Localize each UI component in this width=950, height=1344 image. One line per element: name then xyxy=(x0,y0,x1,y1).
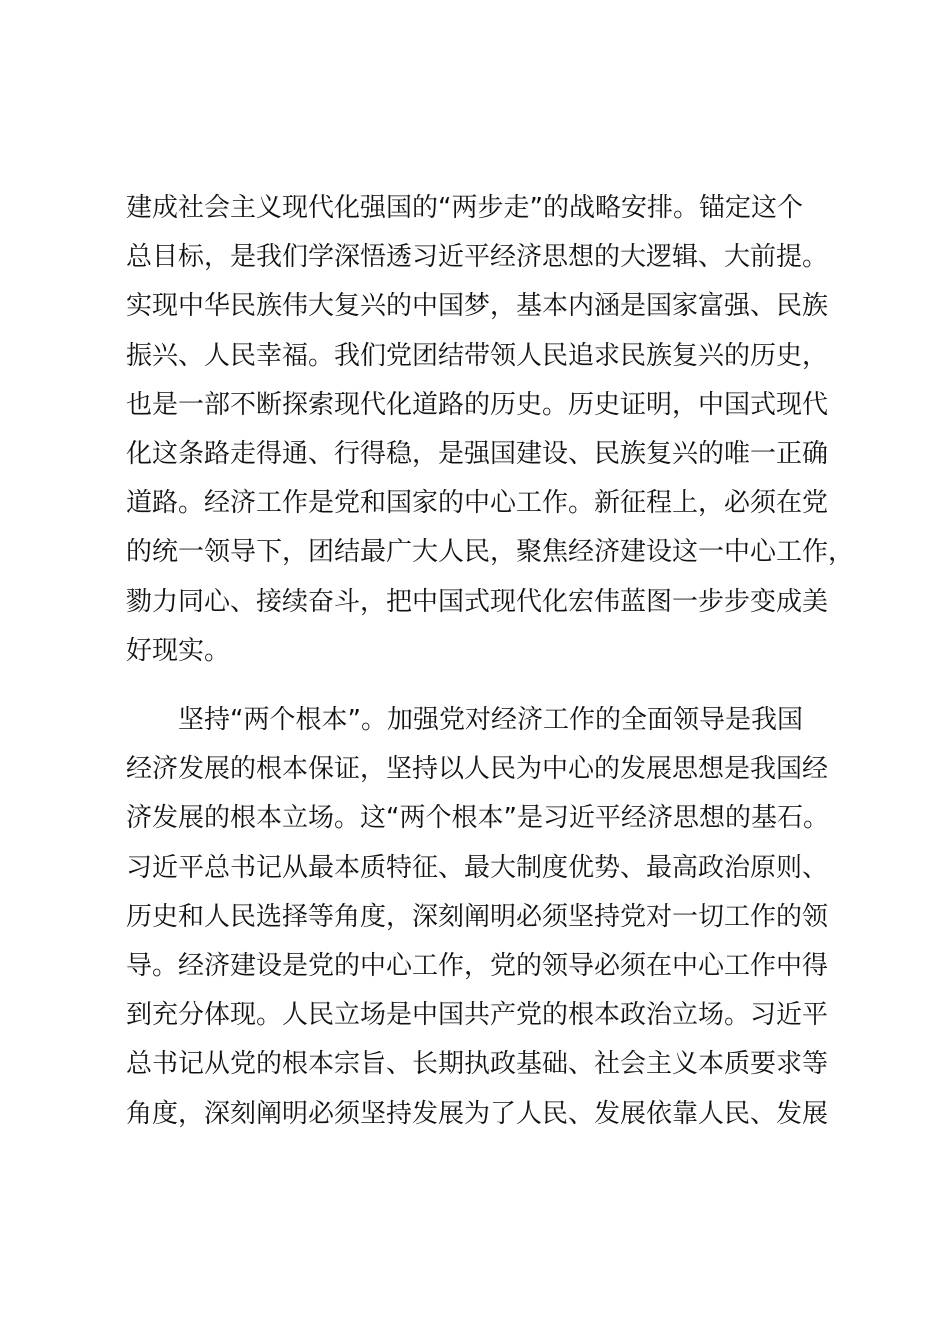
text-line: 济发展的根本立场。这“两个根本”是习近平经济思想的基石。 xyxy=(126,803,829,834)
text-line: 建成社会主义现代化强国的“两步走”的战略安排。锚定这个 xyxy=(126,193,803,223)
text-line: 道路。经济工作是党和国家的中心工作。新征程上，必须在党 xyxy=(126,488,829,519)
text-line: 到充分体现。人民立场是中国共产党的根本政治立场。习近平 xyxy=(126,1000,829,1031)
paragraph-1 xyxy=(126,184,855,676)
text-line: 经济发展的根本保证，坚持以人民为中心的发展思想是我国经 xyxy=(126,754,829,785)
text-line: 导。经济建设是党的中心工作，党的领导必须在中心工作中得 xyxy=(126,950,829,981)
text-line: 总书记从党的根本宗旨、长期执政基础、社会主义本质要求等 xyxy=(126,1049,829,1080)
text-line: 也是一部不断探索现代化道路的历史。历史证明，中国式现代 xyxy=(126,389,829,420)
text-line: 振兴、人民幸福。我们党团结带领人民追求民族复兴的历史， xyxy=(126,340,829,371)
text-line: 历史和人民选择等角度，深刻阐明必须坚持党对一切工作的领 xyxy=(126,901,829,932)
text-line: 总目标，是我们学深悟透习近平经济思想的大逻辑、大前提。 xyxy=(126,242,829,273)
text-line: 的统一领导下，团结最广大人民，聚焦经济建设这一中心工作， xyxy=(126,537,855,568)
text-line: 坚持“两个根本”。加强党对经济工作的全面领导是我国 xyxy=(126,705,803,735)
text-line: 好现实。 xyxy=(126,635,231,666)
text-line: 勠力同心、接续奋斗，把中国式现代化宏伟蓝图一步步变成美 xyxy=(126,586,829,617)
text-line: 化这条路走得通、行得稳，是强国建设、民族复兴的唯一正确 xyxy=(126,438,829,469)
paragraph-2 xyxy=(126,696,846,1139)
text-line: 实现中华民族伟大复兴的中国梦，基本内涵是国家富强、民族 xyxy=(126,291,829,322)
text-line: 习近平总书记从最本质特征、最大制度优势、最高政治原则、 xyxy=(126,852,829,883)
text-line: 角度，深刻阐明必须坚持发展为了人民、发展依靠人民、发展 xyxy=(126,1098,829,1129)
